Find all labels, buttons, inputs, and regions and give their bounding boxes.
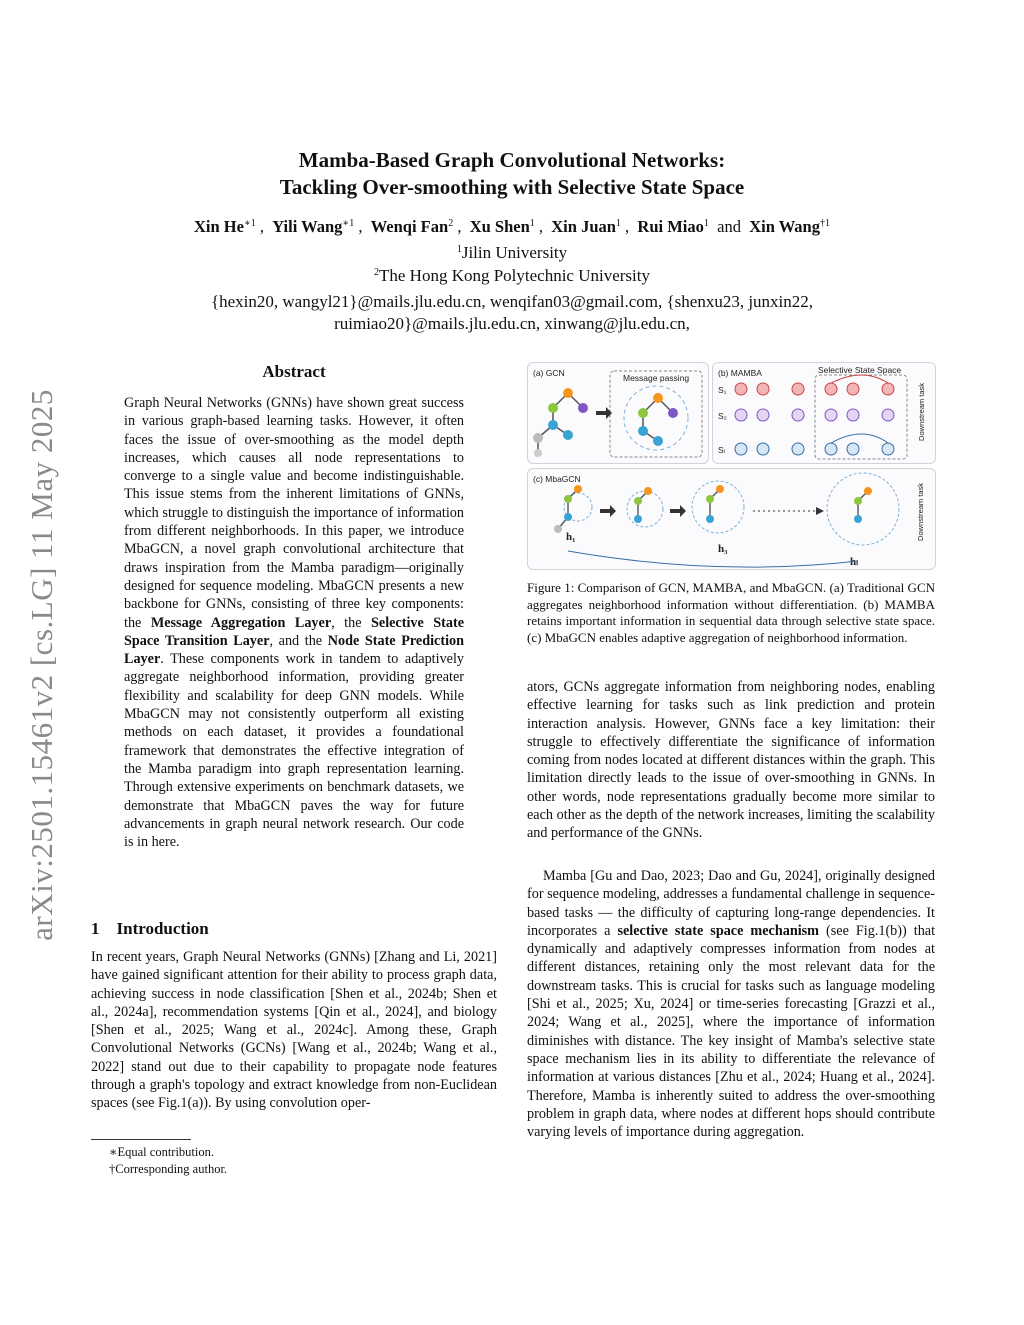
footnote-corresponding: †Corresponding author. bbox=[109, 1162, 228, 1176]
author: Xin Juan bbox=[551, 217, 616, 236]
figure-1 bbox=[527, 360, 935, 572]
author: Rui Miao bbox=[637, 217, 704, 236]
emails-line1: {hexin20, wangyl21}@mails.jlu.edu.cn, wenqifan03@gmail.com, {shenxu23, junxin22, bbox=[210, 292, 814, 311]
mbagcn-graph-icon bbox=[528, 469, 935, 569]
author: Yili Wang bbox=[272, 217, 343, 236]
affiliation-1: $^1$Jilin University bbox=[456, 243, 568, 262]
section-heading-introduction: 1 Introduction bbox=[91, 919, 209, 938]
mamba-sequence-icon bbox=[713, 363, 935, 463]
abstract-heading: Abstract bbox=[262, 362, 326, 381]
footnote-rule bbox=[91, 1139, 191, 1140]
paper-title-line1: Mamba-Based Graph Convolutional Networks: bbox=[298, 148, 726, 172]
author: Xin Wang bbox=[749, 217, 820, 236]
author: Xu Shen bbox=[469, 217, 530, 236]
author: Xin He bbox=[193, 217, 244, 236]
author-list: Xin $He^{∗1}$ , Yili Wang$^{∗1}$ , Wenqi Fan$^2$ , Xu Shen$^1$ , Xin Juan$^1$ , Rui Miao$^1$ and Xin Wang$^{\dagger 1}$ bbox=[193, 217, 830, 236]
abstract-body: Graph Neural Networks (GNNs) have shown great success in various graph-based learning tasks. However, it often faces the issue of over-smoothing as the model depth increases, which causes all node representations to converge to a single value and become indistinguishable. This issue stems from the inherent limitations of GNNs, which struggle to distinguish the importance of information from different neighborhoods. In this paper, we introduce MbaGCN, a novel graph convolutional architecture that draws inspiration from the Mamba paradigm—originally designed for sequence modeling. MbaGCN presents a new backbone for GNNs, consisting of three key components: the Message Aggregation Layer, the Selective State Space Transition Layer, and the Node State Prediction Layer. These components work in tandem to adaptively aggregate neighborhood information, providing greater flexibility and scalability for deep GNN models. While MbaGCN may not consistently outperform all existing methods on each dataset, it provides a foundational framework that demonstrates the effective integration of the Mamba paradigm into graph representation learning. Through extensive experiments on benchmark datasets, we demonstrate that MbaGCN paves the way for future advancements in graph neural network research. Our code is in here. bbox=[124, 395, 465, 851]
panel-mamba: (b) MAMBA Selective State Space S₁ S₂ Sₗ Downstream task bbox=[712, 362, 936, 464]
panel-gcn: (a) GCN Message passing bbox=[527, 362, 709, 464]
author: Wenqi Fan bbox=[370, 217, 449, 236]
footnote-equal: ∗Equal contribution. bbox=[109, 1145, 215, 1159]
emails-line2: ruimiao20}@mails.jlu.edu.cn, xinwang@jlu.edu.cn, bbox=[334, 314, 690, 333]
intro-paragraph: In recent years, Graph Neural Networks (GNNs) [Zhang and Li, 2021] have gained significant attention for their ability to process graph data, achieving success in node classification [Shen et al., 2024b; Shen et al., 2024a], recommendation systems [Qin et al., 2024], and biology [Shen et al., 2025; Wang et al., 2024c]. Among these, Graph Convolutional Networks (GCNs) [Wang et al., 2024b; Wang et al., 2022] stand out due to their capability to propagate node features through a graph's topology and extract knowledge from non-Euclidean spaces (see Fig.1(a)). By using convolution oper- bbox=[91, 949, 497, 1112]
paper-title-line2: Tackling Over-smoothing with Selective State Space bbox=[279, 175, 745, 199]
right-paragraph-1: ators, GCNs aggregate information from neighboring nodes, enabling effective learning for tasks such as link prediction and protein interaction analysis. However, GNNs face a key limitation: their struggle to effectively differentiate the significance of information coming from nodes located at different distances within the graph. This limitation directly leads to the issue of over-smoothing in GNNs. In other words, node representations gradually become more similar to each other as the depth of the network increases, limiting the scalability and performance of the GNNs. bbox=[527, 679, 935, 842]
gcn-graph-icon bbox=[528, 363, 708, 463]
affiliation-2: $^2$The Hong Kong Polytechnic University bbox=[373, 266, 650, 285]
right-paragraph-2: Mamba [Gu and Dao, 2023; Dao and Gu, 2024], originally designed for sequence modeling, addresses a fundamental challenge in sequence-based tasks — the difficulty of capturing long-range dependencies. It incorporates a selective state space mechanism (see Fig.1(b)) that dynamically and adaptively compresses information from nodes at different distances, retaining only the most relevant data for the downstream tasks. This is crucial for tasks such as language modeling [Shi et al., 2025; Xu, 2024] or time-series forecasting [Grazzi et al., 2024; Wang et al., 2025], where the importance of information diminishes with distance. The key insight of Mamba's selective state space mechanism lies in its ability to differentiate the relevance of information at various distances [Zhu et al., 2024; Huang et al., 2024]. Therefore, Mamba is inherently suited to address the over-smoothing problem in graph data, where nodes at different hops should contribute varying levels of importance during aggregation. bbox=[527, 868, 936, 1141]
panel-mbagcn: (c) MbaGCN h₁ h₃ hₗ Downstream task bbox=[527, 468, 936, 570]
figure-1-caption: Figure 1: Comparison of GCN, MAMBA, and MbaGCN. (a) Traditional GCN aggregates neighborhood information without differentiation. (b) MAMBA retains important information in sequential data through selective state space. (c) MbaGCN enables adaptive aggregation of neighborhood information. bbox=[527, 580, 935, 645]
